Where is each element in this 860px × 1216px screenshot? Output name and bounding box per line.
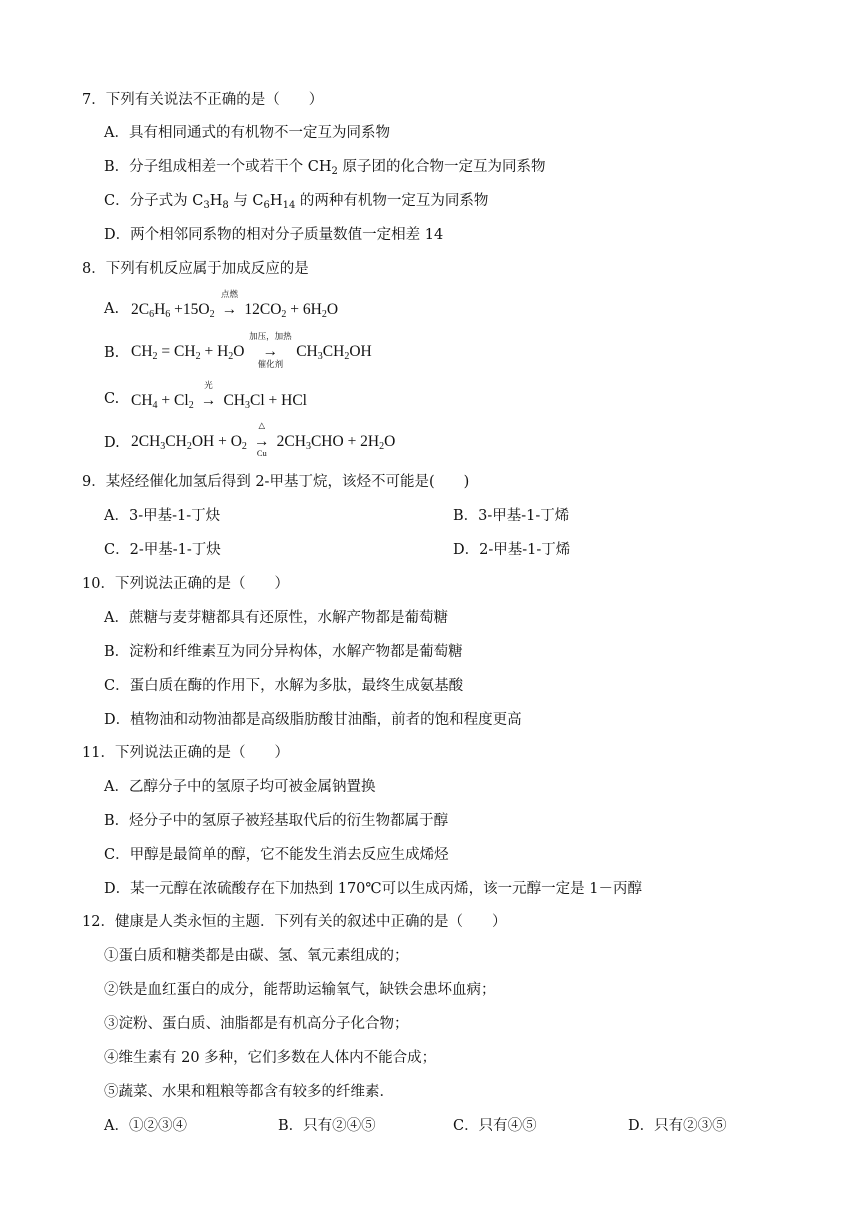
q8-option-d-equation (131, 420, 396, 458)
q8-b-condition-bottom: 催化剂 (257, 359, 284, 369)
question-9-option-b: B．3-甲基-1-丁烯 (453, 508, 570, 524)
question-10-stem: 10．下列说法正确的是（ ） (82, 576, 289, 592)
q8-a-rhs: $12CO_2 + 6H_2O$ (244, 301, 339, 320)
question-7-option-d: D．两个相邻同系物的相对分子质量数值一定相差 14 (104, 227, 444, 243)
question-12-option-a: A．①②③④ (104, 1118, 187, 1134)
question-9-stem: 9．某烃经催化加氢后得到 2-甲基丁烷，该烃不可能是( ) (82, 474, 470, 490)
question-11-option-d: D．某一元醇在浓硫酸存在下加热到 170℃可以生成丙烯，该一元醇一定是 1－丙醇 (104, 881, 642, 897)
q8-b-condition-top: 加压，加热 (249, 331, 292, 341)
question-8-stem: 8．下列有机反应属于加成反应的是 (82, 261, 309, 277)
q8-b-lhs: $CH_2 = CH_2 + H_2O$ (131, 343, 245, 362)
question-11-stem: 11．下列说法正确的是（ ） (82, 745, 289, 761)
question-9-option-c: C．2-甲基-1-丁炔 (104, 542, 221, 558)
question-7-stem: 7．下列有关说法不正确的是（ ） (82, 92, 324, 108)
question-11-option-c: C．甲醇是最简单的醇，它不能发生消去反应生成烯烃 (104, 847, 449, 863)
q8-option-a-label: A. (104, 301, 120, 317)
q7-c-sub-1: 3 (203, 200, 210, 211)
question-10-option-d: D．植物油和动物油都是高级脂肪酸甘油酯，前者的饱和程度更高 (104, 712, 522, 728)
q8-d-condition-bottom: Cu (256, 448, 267, 458)
q8-option-b-label: B. (104, 345, 120, 361)
q8-d-lhs: $2CH_3CH_2OH + O_2$ (131, 433, 247, 452)
q8-b-rhs: $CH_3CH_2OH$ (296, 343, 372, 362)
q7-c-sub-2: 8 (222, 200, 229, 211)
question-12-option-b: B．只有②④⑤ (278, 1118, 376, 1134)
q8-a-lhs: $2C_6H_6 +15O_2$ (131, 301, 215, 320)
question-12-option-c: C．只有④⑤ (453, 1118, 537, 1134)
q8-b-arrow: 加压，加热 → 催化剂 (248, 343, 292, 361)
question-10-option-b: B．淀粉和纤维素互为同分异构体，水解产物都是葡萄糖 (104, 644, 463, 660)
q8-a-condition: 点燃 (220, 289, 238, 299)
question-7-option-c (104, 191, 488, 211)
question-11-option-b: B．烃分子中的氢原子被羟基取代后的衍生物都属于醇 (104, 813, 449, 829)
q8-option-a-equation (131, 289, 339, 320)
q7-c-text-4: H (269, 193, 283, 209)
q7-c-text-5: 的两种有机物一定互为同系物 (295, 193, 489, 209)
question-10-option-a: A．蔗糖与麦芽糖都具有还原性，水解产物都是葡萄糖 (104, 610, 448, 626)
q7-b-subscript: 2 (331, 166, 338, 177)
q7-b-text-1: B．分子组成相差一个或若干个 CH (104, 159, 332, 175)
question-11-option-a: A．乙醇分子中的氢原子均可被金属钠置换 (104, 779, 376, 795)
q7-b-text-2: 原子团的化合物一定互为同系物 (337, 159, 546, 175)
q8-c-lhs: $CH_4 + Cl_2$ (131, 392, 194, 411)
q8-c-condition: 光 (204, 380, 213, 390)
q7-c-text-2: H (209, 193, 223, 209)
q8-option-b-equation (131, 331, 372, 369)
question-12-statement-2: ②铁是血红蛋白的成分，能帮助运输氧气，缺铁会患坏血病； (104, 982, 496, 998)
q7-c-text-1: C．分子式为 C (104, 193, 204, 209)
question-12-option-d: D．只有②③⑤ (628, 1118, 727, 1134)
q8-d-arrow: △ → Cu (251, 433, 273, 451)
q7-c-sub-4: 14 (282, 200, 296, 211)
q7-c-text-3: 与 C (228, 193, 264, 209)
question-10-option-c: C．蛋白质在酶的作用下，水解为多肽，最终生成氨基酸 (104, 678, 464, 694)
question-7-option-b (104, 157, 546, 177)
q8-d-condition-top: △ (258, 420, 266, 430)
question-7-option-a: A．具有相同通式的有机物不一定互为同系物 (104, 125, 390, 141)
q8-option-c-label: C. (104, 391, 120, 407)
q8-option-c-equation (131, 380, 307, 411)
question-12-stem: 12．健康是人类永恒的主题．下列有关的叙述中正确的是（ ） (82, 914, 507, 930)
q7-c-sub-3: 6 (263, 200, 270, 211)
q8-a-arrow: 点燃 → (218, 301, 240, 319)
question-12-statement-5: ⑤蔬菜、水果和粗粮等都含有较多的纤维素． (104, 1084, 394, 1100)
question-9-option-d: D．2-甲基-1-丁烯 (453, 542, 571, 558)
q8-c-rhs: $CH_3Cl$ + HCl (223, 392, 307, 411)
q8-option-d-label: D. (104, 435, 120, 451)
q8-d-rhs: $2CH_3CHO + 2H_2O$ (276, 433, 396, 452)
question-12-statement-3: ③淀粉、蛋白质、油脂都是有机高分子化合物； (104, 1016, 409, 1032)
question-12-statement-1: ①蛋白质和糖类都是由碳、氢、氧元素组成的； (104, 948, 409, 964)
question-9-option-a: A．3-甲基-1-丁炔 (104, 508, 221, 524)
q8-c-arrow: 光 → (198, 392, 220, 410)
question-12-statement-4: ④维生素有 20 多种，它们多数在人体内不能合成； (104, 1050, 437, 1066)
